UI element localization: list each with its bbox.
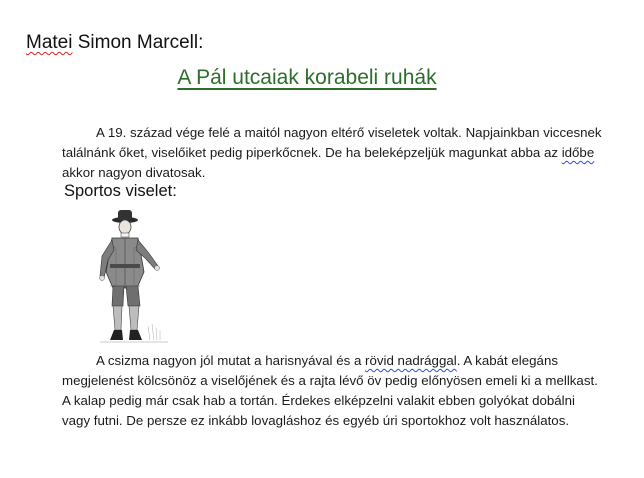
section-heading: Sportos viselet: [64,182,177,200]
intro-text-before: A 19. század vége felé a maitól nagyon eltérő viseletek voltak. Napjainkban viccesnek találnánk őket, viselőiket pedig piperkőcnek. De ha beleképzeljük magunkat abba az [62,125,602,160]
description-paragraph [62,351,602,431]
document-title: A Pál utcaiak korabeli ruhák [177,66,437,89]
intro-paragraph [62,123,602,183]
author-name-flagged: Matei [26,32,73,53]
figure-stockings [113,306,139,330]
author-line [26,32,203,54]
figure-boots [110,330,142,340]
figure-head [119,220,131,237]
intro-flagged-word: időbe [561,145,595,160]
intro-text-after: akkor nagyon divatosak. [62,165,206,180]
figure-breeches [112,286,140,306]
description-text-before: A csizma nagyon jól mutat a harisnyával és a [96,353,366,368]
description-flagged-phrase: rövid nadrággal [365,353,457,368]
description-text-after: . A kabát elegáns megjelenést kölcsönöz a viselőjének és a rajta lévő öv pedig előnyösen emeli ki a mellkast. A kalap pedig már csak hab a tortán. Érdekes elképzelni valakit ebben golyókat dobálni vagy futni. De persze ez inkább lovagláshoz és egyéb úri sportokhoz volt használatos. [62,353,598,428]
man-in-sport-costume-illustration [88,206,178,346]
author-name-rest: Simon Marcell: [72,32,204,53]
